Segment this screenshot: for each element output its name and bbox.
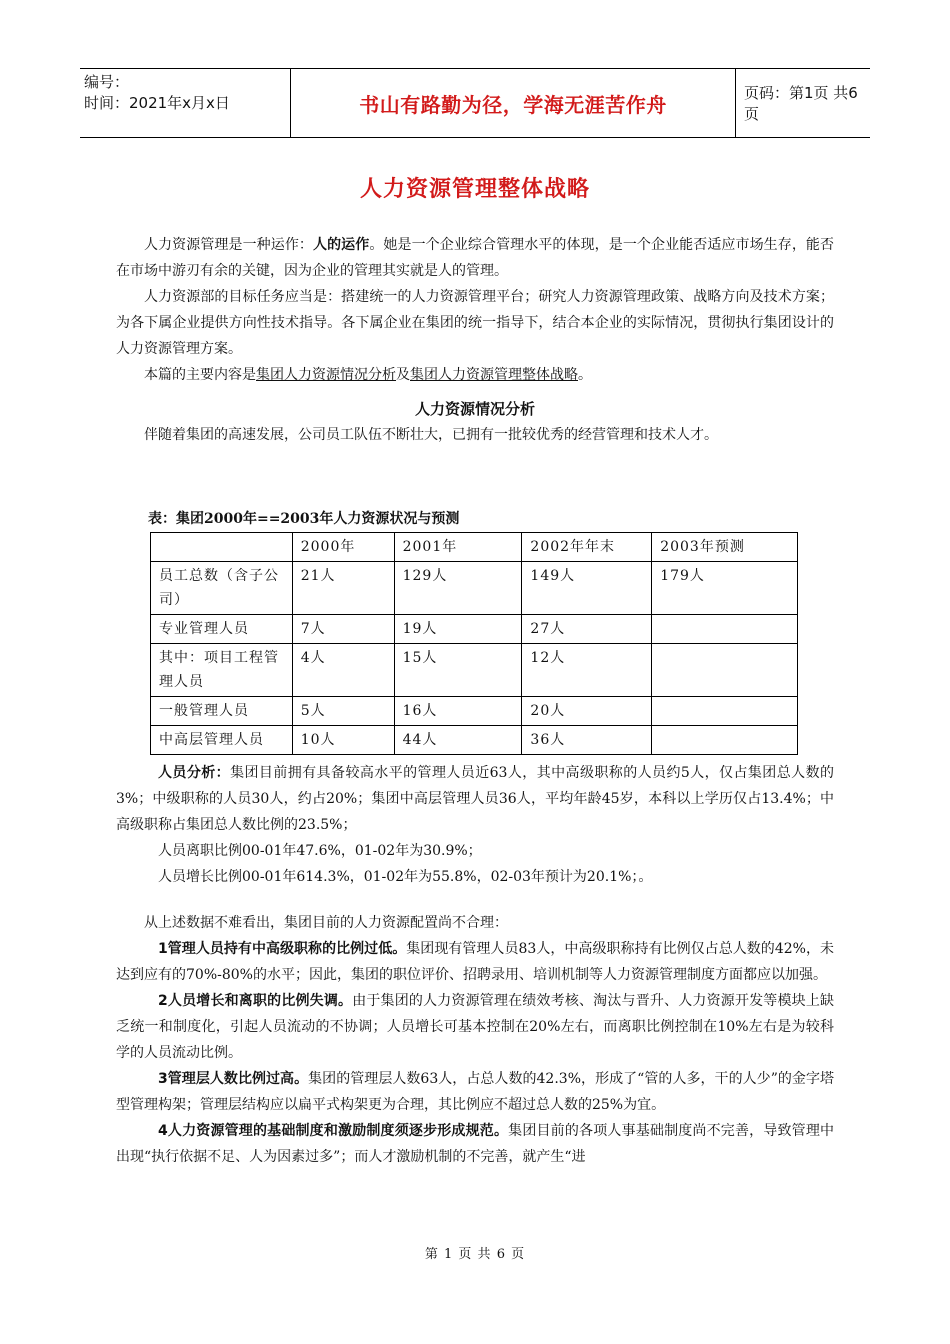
header-meta (84, 72, 274, 114)
table-row (151, 726, 798, 755)
table-cell: 20人 (522, 697, 652, 726)
table-cell: 19人 (394, 615, 522, 644)
table-cell (652, 726, 798, 755)
table-cell: 16人 (394, 697, 522, 726)
section-paragraph: 伴随着集团的高速发展，公司员工队伍不断壮大，已拥有一批较优秀的经营管理和技术人才。 (144, 427, 718, 443)
table-row (151, 644, 798, 697)
table-cell: 2001年 (394, 533, 522, 562)
intro-bold: 人的运作 (313, 237, 370, 253)
table-cell: 7人 (292, 615, 394, 644)
turnover-paragraph: 人员离职比例00-01年47.6%，01-02年为30.9%； (158, 843, 482, 859)
table-cell: 10人 (292, 726, 394, 755)
item-text: 集团目前的各项人事基础制度尚不完善，导致管理中出现“执行依据不足、人为因素过多”；而人才激励机制的不完善，就产生“进 (116, 1123, 835, 1165)
intro-text: 。她是一个企业综合管理水平的体现，是一个企业能否适应市场生存，能否在市场中游刃有余的关键，因为企业的管理其实就是人的管理。 (116, 237, 835, 279)
table-cell: 15人 (394, 644, 522, 697)
table-header-row (151, 533, 798, 562)
table-cell: 21人 (292, 562, 394, 615)
table-cell: 2000年 (292, 533, 394, 562)
number-label: 编号： (84, 73, 130, 91)
item-heading: 1管理人员持有中高级职称的比例过低。 (158, 941, 407, 957)
table-cell: 2003年预测 (652, 533, 798, 562)
table-cell (652, 697, 798, 726)
table-cell: 5人 (292, 697, 394, 726)
table-cell: 12人 (522, 644, 652, 697)
table-cell: 专业管理人员 (151, 615, 293, 644)
hr-status-table (150, 532, 798, 755)
growth-paragraph: 人员增长比例00-01年614.3%，01-02年为55.8%，02-03年预计为20.1%；。 (158, 869, 653, 885)
conclusion-item (116, 988, 834, 1066)
table-cell: 其中：项目工程管理人员 (151, 644, 293, 697)
conclusion-item (116, 1066, 834, 1118)
conclusion-item (116, 936, 834, 988)
table-row (151, 615, 798, 644)
header-motto: 书山有路勤为径，学海无涯苦作舟 (290, 69, 736, 137)
intro-paragraph-3 (116, 362, 834, 388)
table-cell: 2002年年末 (522, 533, 652, 562)
item-text: 集团的管理层人数63人，占总人数的42.3%，形成了“管的人多，干的人少”的金字塔型管理构架；管理层结构应以扁平式构架更为合理，其比例应不超过总人数的25%为宜。 (116, 1071, 834, 1113)
page-footer: 第 1 页 共 6 页 (424, 1247, 526, 1262)
table-caption: 表：集团2000年==2003年人力资源状况与预测 (148, 511, 460, 527)
intro-text: 本篇的主要内容是 (144, 367, 256, 383)
analysis-label: 人员分析： (158, 765, 231, 781)
table-cell: 一般管理人员 (151, 697, 293, 726)
intro-paragraph-2: 人力资源部的目标任务应当是：搭建统一的人力资源管理平台；研究人力资源管理政策、战略方向及技术方案；为各下属企业提供方向性技术指导。各下属企业在集团的统一指导下，结合本企业的实际情况，贯彻执行集团设计的人力资源管理方案。 (116, 289, 834, 357)
document-title: 人力资源管理整体战略 (359, 176, 590, 202)
item-text: 集团现有管理人员83人，中高级职称持有比例仅占总人数的42%，未达到应有的70%-80%的水平；因此，集团的职位评价、招聘录用、培训机制等人力资源管理制度方面都应以加强。 (116, 941, 834, 983)
intro-paragraph-1 (116, 232, 834, 284)
table-cell (652, 615, 798, 644)
analysis-paragraph (116, 760, 834, 838)
time-label: 时间：2021年x月x日 (84, 94, 230, 112)
underlined-topic: 集团人力资源情况分析 (256, 367, 396, 383)
table-cell: 44人 (394, 726, 522, 755)
intro-text: 人力资源管理是一种运作： (144, 237, 313, 253)
analysis-section (116, 760, 834, 1170)
header-page-info: 页码：第1页 共6页 (744, 84, 858, 123)
item-heading: 3管理层人数比例过高。 (158, 1071, 309, 1087)
underlined-topic: 集团人力资源管理整体战略 (410, 367, 578, 383)
conclusion-item (116, 1118, 834, 1170)
intro-text: 。 (578, 367, 592, 383)
item-heading: 4人力资源管理的基础制度和激励制度须逐步形成规范。 (158, 1123, 509, 1139)
item-text: 由于集团的人力资源管理在绩效考核、淘汰与晋升、人力资源开发等模块上缺乏统一和制度化，引起人员流动的不协调；人员增长可基本控制在20%左右，而离职比例控制在10%左右是为较科学的人员流动比例。 (116, 993, 834, 1061)
table-cell (652, 644, 798, 697)
analysis-text: 集团目前拥有具备较高水平的管理人员近63人，其中高级职称的人员约5人，仅占集团总人数的3%；中级职称的人员30人，约占20%；集团中高层管理人员36人，平均年龄45岁，本科以上学历仅占13.4%；中高级职称占集团总人数比例的23.5%； (116, 765, 834, 833)
table-cell: 员工总数（含子公司） (151, 562, 293, 615)
table-cell: 4人 (292, 644, 394, 697)
page-header (80, 68, 870, 138)
conclusion-intro: 从上述数据不难看出，集团目前的人力资源配置尚不合理： (144, 915, 508, 931)
table-cell: 36人 (522, 726, 652, 755)
intro-section (116, 232, 834, 448)
section-heading: 人力资源情况分析 (414, 400, 535, 418)
table-row (151, 697, 798, 726)
table-row (151, 562, 798, 615)
item-heading: 2人员增长和离职的比例失调。 (158, 993, 353, 1009)
table-cell (151, 533, 293, 562)
table-cell: 27人 (522, 615, 652, 644)
table-cell: 149人 (522, 562, 652, 615)
table-cell: 中高层管理人员 (151, 726, 293, 755)
table-cell: 179人 (652, 562, 798, 615)
intro-text: 及 (396, 367, 410, 383)
table-cell: 129人 (394, 562, 522, 615)
